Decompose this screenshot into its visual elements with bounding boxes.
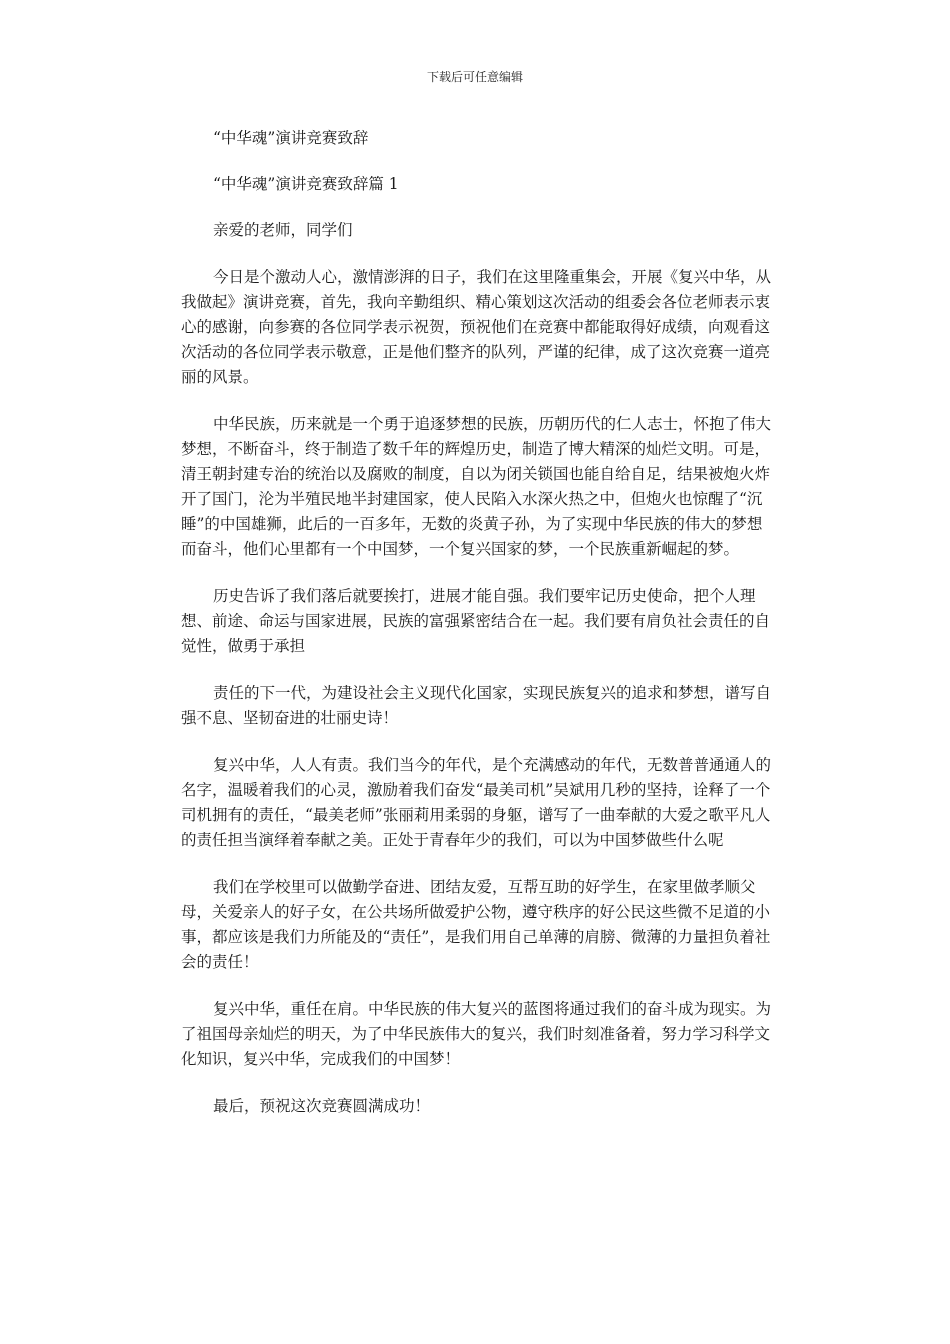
header-note: 下载后可任意编辑 <box>426 70 523 84</box>
paragraph: 复兴中华，重任在肩。中华民族的伟大复兴的蓝图将通过我们的奋斗成为现实。为了祖国母亲灿烂的明天，为了中华民族伟大的复兴，我们时刻准备着，努力学习科学文化知识，复兴中华，完成我们的中国梦！ <box>181 1000 772 1068</box>
document-title: “中华魂”演讲竞赛致辞 <box>213 129 369 147</box>
paragraph: 中华民族，历来就是一个勇于追逐梦想的民族，历朝历代的仁人志士，怀抱了伟大梦想，不断奋斗，终于制造了数千年的辉煌历史，制造了博大精深的灿烂文明。可是，清王朝封建专治的统治以及腐败的制度，自以为闭关锁国也能自给自足，结果被炮火炸开了国门，沦为半殖民地半封建国家，使人民陷入水深火热之中，但炮火也惊醒了“沉睡”的中国雄狮，此后的一百多年，无数的炎黄子孙，为了实现中华民族的伟大的梦想而奋斗，他们心里都有一个中国梦，一个复兴国家的梦，一个民族重新崛起的梦。 <box>181 415 772 558</box>
paragraph: 复兴中华，人人有责。我们当今的年代，是个充满感动的年代，无数普普通通人的名字，温暖着我们的心灵，激励着我们奋发“最美司机”吴斌用几秒的坚持，诠释了一个司机拥有的责任，“最美老师”张丽莉用柔弱的身躯，谱写了一曲奉献的大爱之歌平凡人的责任担当演绎着奉献之美。正处于青春年少的我们，可以为中国梦做些什么呢 <box>181 756 772 849</box>
paragraph: 我们在学校里可以做勤学奋进、团结友爱，互帮互助的好学生，在家里做孝顺父母，关爱亲人的好子女，在公共场所做爱护公物，遵守秩序的好公民这些微不足道的小事，都应该是我们力所能及的“责任”，是我们用自己单薄的肩膀、微薄的力量担负着社会的责任！ <box>181 878 771 971</box>
document-body <box>181 126 773 1119</box>
paragraph: 历史告诉了我们落后就要挨打，进展才能自强。我们要牢记历史使命，把个人理想、前途、命运与国家进展，民族的富强紧密结合在一起。我们要有肩负社会责任的自觉性，做勇于承担 <box>181 587 771 655</box>
paragraph: 责任的下一代，为建设社会主义现代化国家，实现民族复兴的追求和梦想，谱写自强不息、坚韧奋进的壮丽史诗！ <box>181 684 772 727</box>
closing-paragraph: 最后，预祝这次竞赛圆满成功！ <box>213 1097 431 1115</box>
greeting: 亲爱的老师，同学们 <box>213 221 353 239</box>
paragraph: 今日是个激动人心，激情澎湃的日子，我们在这里隆重集会，开展《复兴中华，从我做起》演讲竞赛，首先，我向辛勤组织、精心策划这次活动的组委会各位老师表示衷心的感谢，向参赛的各位同学表示祝贺，预祝他们在竞赛中都能取得好成绩，向观看这次活动的各位同学表示敬意，正是他们整齐的队列，严谨的纪律，成了这次竞赛一道亮丽的风景。 <box>181 268 772 386</box>
document-subtitle: “中华魂”演讲竞赛致辞篇 1 <box>213 175 399 193</box>
